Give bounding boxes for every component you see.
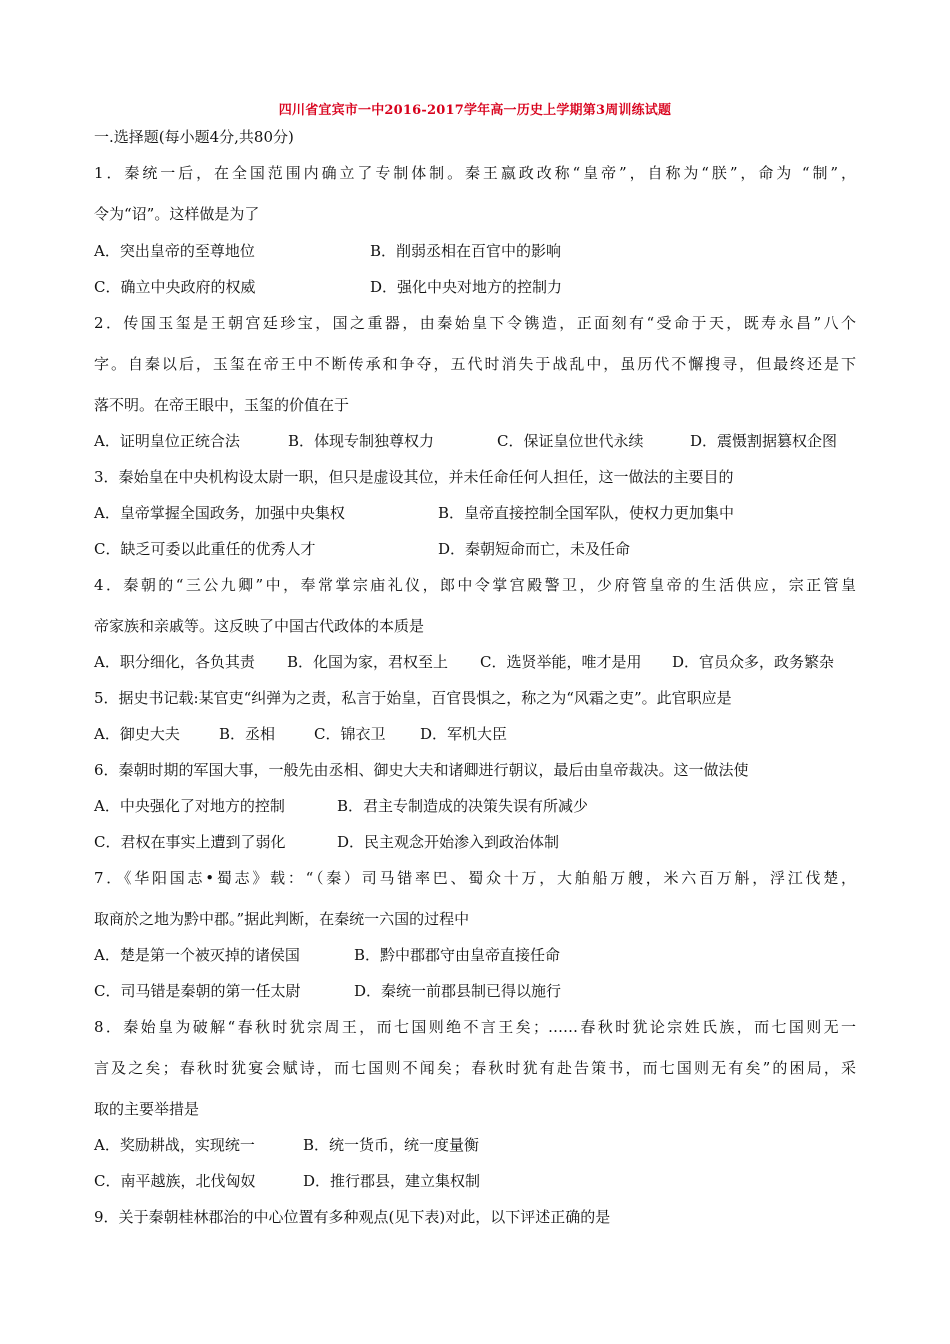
question-4-option-c: C．选贤举能，唯才是用 (480, 653, 642, 671)
question-2-text-cont: 字。自秦以后，玉玺在帝王中不断传承和争夺，五代时消失于战乱中，虽历代不懈搜寻，但最终还是下 (94, 355, 856, 373)
section-heading: 一.选择题(每小题4分,共80分) (94, 128, 294, 146)
question-7-option-c: C．司马错是秦朝的第一任太尉 (94, 982, 301, 1000)
question-3-option-c: C．缺乏可委以此重任的优秀人才 (94, 540, 316, 558)
question-6-option-a: A．中央强化了对地方的控制 (94, 797, 285, 815)
question-4-text: 4．秦朝的“三公九卿”中，奉常掌宗庙礼仪，郎中令掌宫殿警卫，少府管皇帝的生活供应，宗正管皇 (94, 576, 856, 594)
question-6-option-d: D．民主观念开始渗入到政治体制 (337, 833, 560, 851)
question-8-option-c: C．南平越族，北伐匈奴 (94, 1172, 256, 1190)
question-1-text: 1．秦统一后，在全国范围内确立了专制体制。秦王嬴政改称“皇帝”，自称为“朕”，命为 “制”， (94, 164, 856, 182)
question-3-text: 3．秦始皇在中央机构设太尉一职，但只是虚设其位，并未任命任何人担任，这一做法的主要目的 (94, 468, 734, 486)
question-2-option-d: D．震慑割据篡权企图 (690, 432, 838, 450)
question-9-text: 9．关于秦朝桂林郡治的中心位置有多种观点(见下表)对此，以下评述正确的是 (94, 1208, 611, 1226)
question-7-option-a: A．楚是第一个被灭掉的诸侯国 (94, 946, 300, 964)
question-1-option-d: D．强化中央对地方的控制力 (370, 278, 563, 296)
question-8-text-cont2: 取的主要举措是 (94, 1100, 200, 1118)
question-3-option-d: D．秦朝短命而亡，未及任命 (438, 540, 631, 558)
question-2-option-b: B．体现专制独尊权力 (288, 432, 435, 450)
question-4-option-b: B．化国为家，君权至上 (287, 653, 449, 671)
question-2-option-a: A．证明皇位正统合法 (94, 432, 240, 450)
question-2-text-cont2: 落不明。在帝王眼中，玉玺的价值在于 (94, 396, 350, 414)
question-1-text-cont: 令为“诏”。这样做是为了 (94, 205, 260, 223)
question-6-text: 6．秦朝时期的军国大事，一般先由丞相、御史大夫和诸卿进行朝议，最后由皇帝裁决。这一做法使 (94, 761, 749, 779)
question-6-option-c: C．君权在事实上遭到了弱化 (94, 833, 286, 851)
question-3-option-a: A．皇帝掌握全国政务，加强中央集权 (94, 504, 345, 522)
question-7-text-cont: 取商於之地为黔中郡。”据此判断，在秦统一六国的过程中 (94, 910, 470, 928)
question-5-option-d: D．军机大臣 (420, 725, 508, 743)
question-8-text: 8．秦始皇为破解“春秋时犹宗周王，而七国则绝不言王矣；……春秋时犹论宗姓氏族，而七国则无一 (94, 1018, 856, 1036)
question-8-option-a: A．奖励耕战，实现统一 (94, 1136, 255, 1154)
question-4-option-a: A．职分细化，各负其责 (94, 653, 255, 671)
page-title: 四川省宜宾市一中2016-2017学年高一历史上学期第3周训练试题 (278, 103, 672, 118)
question-7-text: 7．《华阳国志•蜀志》载：“（秦）司马错率巴、蜀众十万，大舶船万艘，米六百万斛，浮江伐楚， (94, 869, 856, 887)
question-6-option-b: B．君主专制造成的决策失误有所减少 (337, 797, 589, 815)
question-5-option-a: A．御史大夫 (94, 725, 180, 743)
question-4-text-cont: 帝家族和亲戚等。这反映了中国古代政体的本质是 (94, 617, 425, 635)
question-7-option-b: B．黔中郡郡守由皇帝直接任命 (354, 946, 561, 964)
question-8-option-d: D．推行郡县，建立集权制 (303, 1172, 481, 1190)
question-5-text: 5．据史书记载:某官吏“纠弹为之责，私言于始皇，百官畏惧之，称之为“风霜之吏”。此官职应是 (94, 689, 732, 707)
question-8-text-cont: 言及之矣；春秋时犹宴会赋诗，而七国则不闻矣；春秋时犹有赴告策书，而七国则无有矣”的困局，采 (94, 1059, 856, 1077)
question-5-option-b: B．丞相 (219, 725, 276, 743)
question-5-option-c: C．锦衣卫 (314, 725, 386, 743)
question-1-option-c: C．确立中央政府的权威 (94, 278, 256, 296)
question-8-option-b: B．统一货币，统一度量衡 (303, 1136, 480, 1154)
question-1-option-a: A．突出皇帝的至尊地位 (94, 242, 255, 260)
question-2-text: 2．传国玉玺是王朝宫廷珍宝，国之重器，由秦始皇下令镌造，正面刻有“受命于天，既寿永昌”八个 (94, 314, 856, 332)
question-7-option-d: D．秦统一前郡县制已得以施行 (354, 982, 562, 1000)
question-3-option-b: B．皇帝直接控制全国军队，使权力更加集中 (438, 504, 735, 522)
question-1-option-b: B．削弱丞相在百官中的影响 (370, 242, 562, 260)
question-2-option-c: C．保证皇位世代永续 (497, 432, 644, 450)
question-4-option-d: D．官员众多，政务繁杂 (672, 653, 835, 671)
